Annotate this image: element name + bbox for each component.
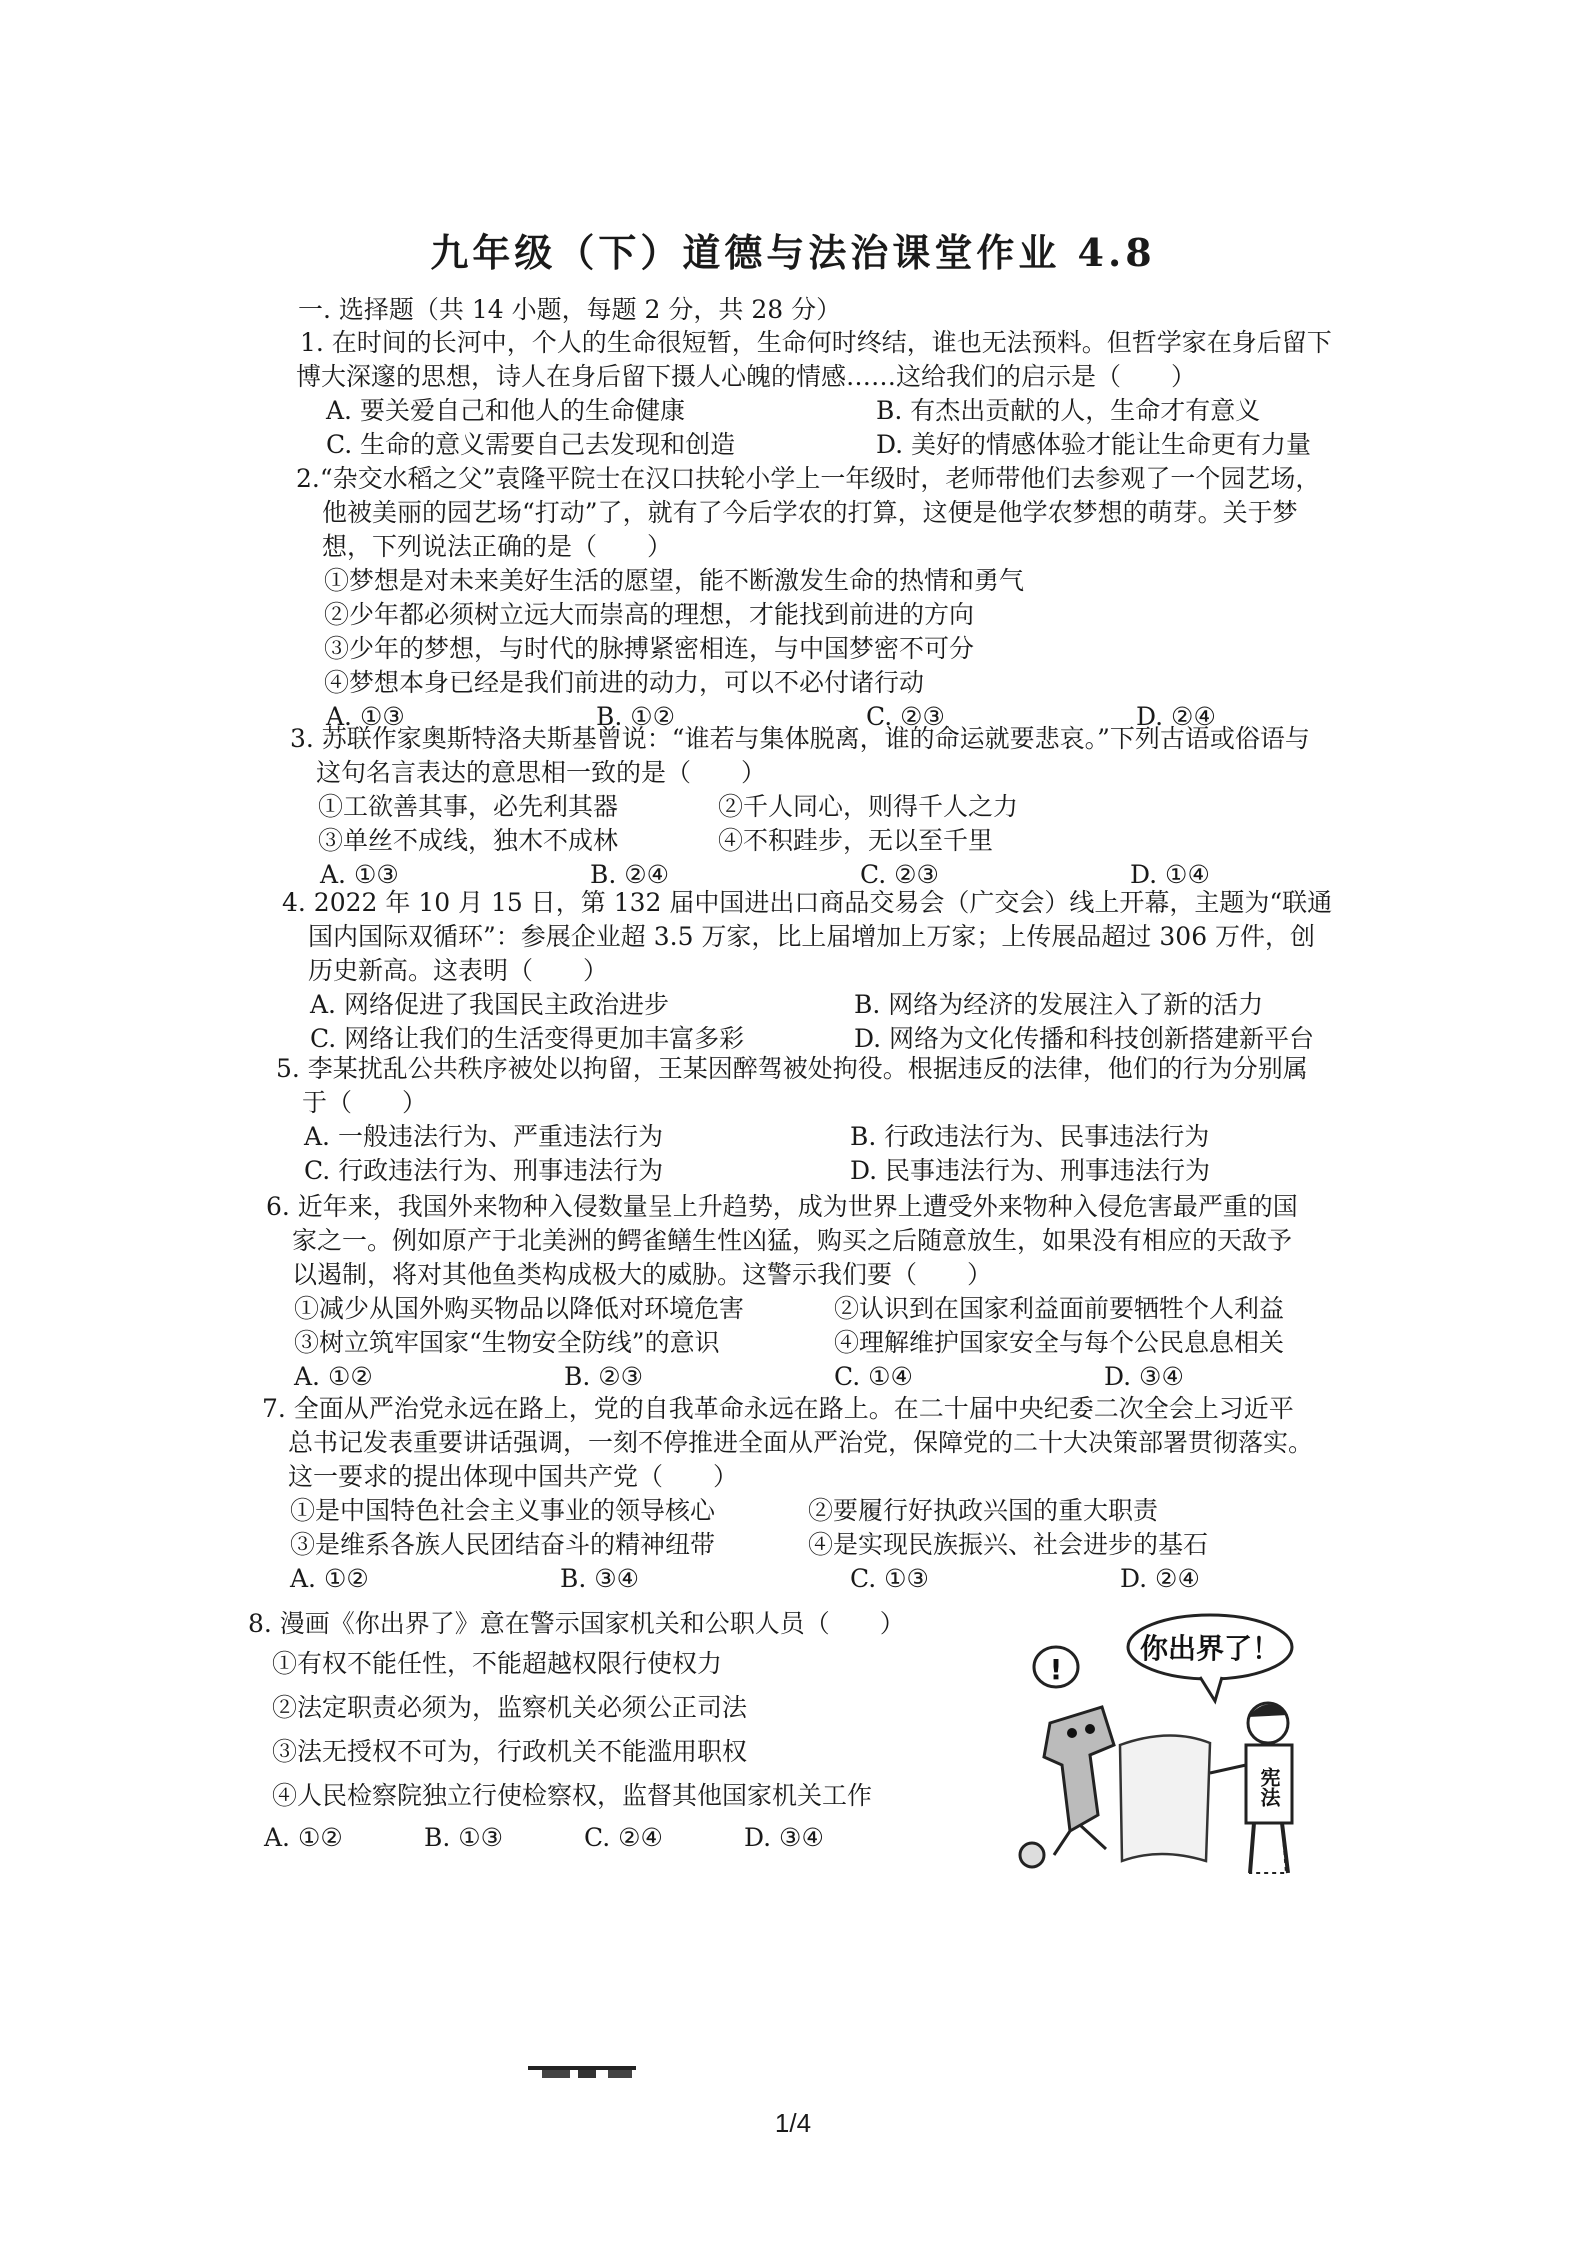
option-b: B. ①② [596,702,676,731]
question-stem: 5. 李某扰乱公共秩序被处以拘留，王某因醉驾被处拘役。根据违反的法律，他们的行为分别属 [276,1054,1308,1083]
section-heading: 一. 选择题（共 14 小题，每题 2 分，共 28 分） [298,295,842,324]
page-number: 1/4 [774,2108,812,2138]
question-stem: 他被美丽的园艺场“打动”了，就有了今后学农的打算，这便是他学农梦想的萌芽。关于梦 [322,498,1298,527]
option-c: C. 生命的意义需要自己去发现和创造 [326,430,736,459]
statement-4: ④不积跬步，无以至千里 [718,826,994,855]
option-d: D. ①④ [1130,860,1210,889]
option-b: B. 有杰出贡献的人，生命才有意义 [876,396,1261,425]
statement-4: ④理解维护国家安全与每个公民息息相关 [834,1328,1285,1357]
option-a: A. 要关爱自己和他人的生命健康 [326,396,685,425]
question-stem: 1. 在时间的长河中，个人的生命很短暂，生命何时终结，谁也无法预料。但哲学家在身后留下 [300,328,1332,357]
option-c: C. ②③ [860,860,939,889]
option-b: B. 行政违法行为、民事违法行为 [850,1122,1210,1151]
statement-1: ①是中国特色社会主义事业的领导核心 [290,1496,716,1525]
question-stem: 6. 近年来，我国外来物种入侵数量呈上升趋势，成为世界上遭受外来物种入侵危害最严重的国 [266,1192,1298,1221]
exclaim-text: ! [1049,1653,1063,1686]
option-c: C. 行政违法行为、刑事违法行为 [304,1156,664,1185]
page-title: 九年级（下）道德与法治课堂作业 4.8 [430,230,1156,275]
question-stem: 总书记发表重要讲话强调，一刻不停推进全面从严治党，保障党的二十大决策部署贯彻落实。 [288,1428,1314,1457]
option-d: D. ③④ [744,1823,824,1852]
statement-2: ②少年都必须树立远大而崇高的理想，才能找到前进的方向 [324,600,975,629]
question-stem: 7. 全面从严治党永远在路上，党的自我革命永远在路上。在二十届中央纪委二次全会上习近平 [262,1394,1294,1423]
option-b: B. ①③ [424,1823,504,1852]
option-a: A. ①③ [320,860,399,889]
question-5 [276,1052,1436,1188]
stamp-character [1020,1707,1114,1867]
question-stem: 博大深邃的思想，诗人在身后留下摄人心魄的情感……这给我们的启示是（ ） [296,362,1197,391]
option-a: A. ①③ [326,702,405,731]
question-stem: 国内国际双循环”：参展企业超 3.5 万家，比上届增加上万家；上传展品超过 306 万件，创 [308,922,1316,951]
statement-2: ②认识到在国家利益面前要牺牲个人利益 [834,1294,1285,1323]
option-a: A. ①② [290,1564,369,1593]
option-c: C. ①④ [834,1362,913,1391]
option-c: C. ①③ [850,1564,929,1593]
question-4 [282,886,1442,1056]
scan-smudge [528,2060,636,2080]
option-d: D. ③④ [1104,1362,1184,1391]
question-7 [262,1392,1442,1596]
question-stem: 家之一。例如原产于北美洲的鳄雀鳝生性凶猛，购买之后随意放生，如果没有相应的天敌予 [292,1226,1293,1255]
statement-4: ④人民检察院独立行使检察权，监督其他国家机关工作 [272,1781,873,1810]
question-stem: 2.“杂交水稻之父”袁隆平院士在汉口扶轮小学上一年级时，老师带他们去参观了一个园艺场， [296,464,1321,493]
option-c: C. ②④ [584,1823,663,1852]
option-d: D. 网络为文化传播和科技创新搭建新平台 [854,1024,1315,1053]
option-a: A. ①② [294,1362,373,1391]
question-stem: 以遏制，将对其他鱼类构成极大的威胁。这警示我们要（ ） [292,1260,993,1289]
statement-2: ②法定职责必须为，监察机关必须公正司法 [272,1693,748,1722]
statement-2: ②要履行好执政兴国的重大职责 [808,1496,1159,1525]
option-b: B. ②③ [564,1362,644,1391]
question-stem: 历史新高。这表明（ ） [308,956,609,985]
question-stem: 于（ ） [302,1088,428,1117]
question-stem: 3. 苏联作家奥斯特洛夫斯基曾说：“谁若与集体脱离，谁的命运就要悲哀。”下列古语或俗语与 [290,724,1310,753]
constitution-label: 宪法 [1257,1767,1281,1807]
question-1 [296,326,1430,462]
option-b: B. ②④ [590,860,670,889]
speech-text: 你出界了！ [1139,1632,1281,1665]
option-b: B. ③④ [560,1564,640,1593]
statement-1: ①有权不能任性，不能超越权限行使权力 [272,1649,723,1678]
statement-1: ①工欲善其事，必先利其器 [318,792,619,821]
question-6 [266,1190,1436,1394]
option-c: C. 网络让我们的生活变得更加丰富多彩 [310,1024,745,1053]
statement-3: ③法无授权不可为，行政机关不能滥用职权 [272,1737,748,1766]
option-a: A. ①② [264,1823,343,1852]
speech-bubble-tail [1200,1677,1222,1701]
statement-3: ③少年的梦想，与时代的脉搏紧密相连，与中国梦密不可分 [324,634,975,663]
option-d: D. 美好的情感体验才能让生命更有力量 [876,430,1312,459]
question-stem: 想，下列说法正确的是（ ） [322,532,673,561]
question-stem: 8. 漫画《你出界了》意在警示国家机关和公职人员（ ） [248,1609,905,1638]
option-c: C. ②③ [866,702,945,731]
statement-1: ①梦想是对未来美好生活的愿望，能不断激发生命的热情和勇气 [324,566,1025,595]
question-3 [290,722,1440,892]
option-a: A. 网络促进了我国民主政治进步 [310,990,669,1019]
question-stem: 这一要求的提出体现中国共产党（ ） [288,1462,739,1491]
question-stem: 这句名言表达的意思相一致的是（ ） [316,758,767,787]
question-2 [296,462,1436,734]
option-a: A. 一般违法行为、严重违法行为 [304,1122,663,1151]
question-stem: 4. 2022 年 10 月 15 日，第 132 届中国进出口商品交易会（广交会）线上开幕，主题为“联通 [282,888,1333,917]
statement-3: ③是维系各族人民团结奋斗的精神纽带 [290,1530,716,1559]
statement-2: ②千人同心，则得千人之力 [718,792,1019,821]
statement-3: ③树立筑牢国家“生物安全防线”的意识 [294,1328,720,1357]
option-d: D. ②④ [1120,1564,1200,1593]
statement-4: ④是实现民族振兴、社会进步的基石 [808,1530,1209,1559]
statement-3: ③单丝不成线，独木不成林 [318,826,619,855]
statement-4: ④梦想本身已经是我们前进的动力，可以不必付诸行动 [324,668,925,697]
statement-1: ①减少从国外购买物品以降低对环境危害 [294,1294,745,1323]
option-d: D. 民事违法行为、刑事违法行为 [850,1156,1211,1185]
document-scroll [1120,1735,1210,1861]
cartoon-illustration [1010,1605,1340,1885]
option-b: B. 网络为经济的发展注入了新的活力 [854,990,1264,1019]
option-d: D. ②④ [1136,702,1216,731]
question-8 [248,1606,1008,1858]
